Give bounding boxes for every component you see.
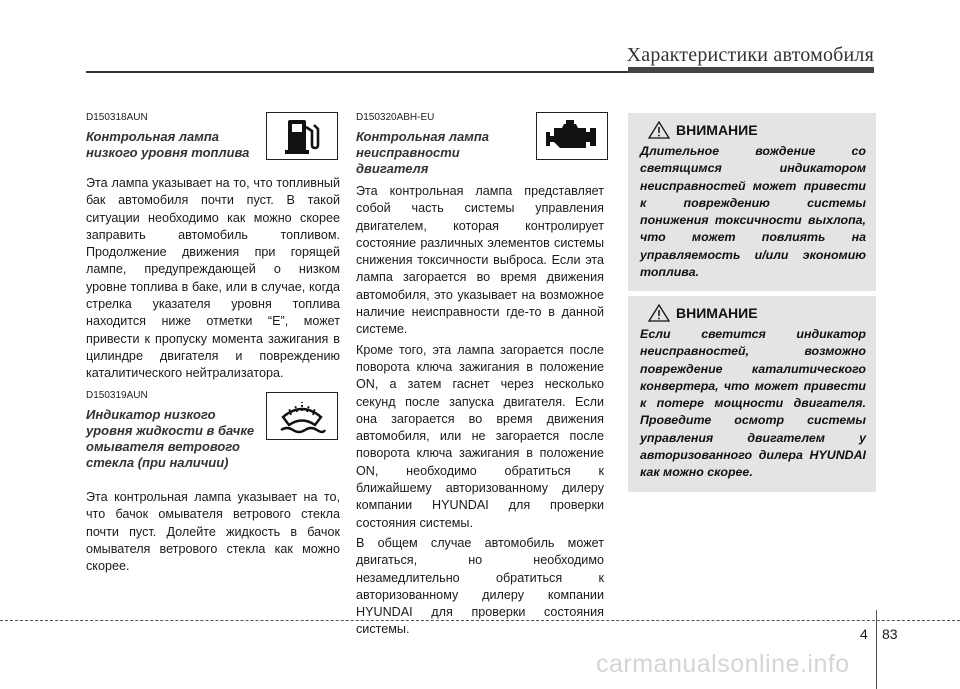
warning-heading-label: ВНИМАНИЕ [676, 122, 758, 138]
section-title-line: омывателя ветрового [86, 439, 240, 454]
section-code: D150319AUN [86, 390, 148, 401]
engine-indicator-box [536, 112, 608, 160]
section-title-line: уровня жидкости в бачке [86, 423, 255, 438]
header-rule-accent [628, 67, 874, 73]
warning-heading [628, 296, 876, 322]
warning-triangle-icon [648, 121, 670, 139]
header-title: Характеристики автомобиля [626, 44, 874, 66]
warning-heading [628, 113, 876, 139]
section-title-line: стекла (при наличии) [86, 455, 229, 470]
section-body: Эта контрольная лампа представляет собой часть системы управления двигателем, которая контролирует состояние различных элементов системы снижения токсичности выброса. Если эта лампа загорается во время движения автомобиля, это указывает на возможное наличие неисправности где-то в данной системе. [356, 184, 604, 337]
section-title-line: двигателя [356, 161, 429, 176]
footer-rule [0, 620, 960, 621]
watermark: carmanualsonline.info [596, 650, 850, 678]
section-title-line: Контрольная лампа [86, 129, 219, 144]
warning-box-1 [628, 113, 876, 291]
section-code: D150320ABH-EU [356, 112, 435, 123]
section-title-line: Контрольная лампа [356, 129, 489, 144]
page-number: 83 [882, 626, 898, 642]
warning-heading-label: ВНИМАНИЕ [676, 305, 758, 321]
warning-triangle-icon [648, 304, 670, 322]
footer-divider [876, 610, 877, 689]
section-body: Кроме того, эта лампа загорается после поворота ключа зажигания в положение ON, а затем гаснет через несколько секунд после запуска двигателя. Если она загорается во время движения автомобиля, или не загорается после поворота ключа зажигания в положение ON, необходимо обратиться к ближайшему авторизованному дилеру компании HYUNDAI для проверки состояния системы. [356, 342, 604, 530]
section-body: Эта контрольная лампа указывает на то, что бачок омывателя ветрового стекла почти пуст. Долейте жидкость в бачок омывателя ветрового стекла как можно скорее. [86, 490, 340, 574]
washer-fluid-icon [277, 397, 327, 435]
section-code: D150318AUN [86, 112, 148, 123]
section-title-line: Индикатор низкого [86, 407, 216, 422]
middle-column [356, 112, 604, 639]
fuel-indicator-box [266, 112, 338, 160]
warning-text: Если светится индикатор неисправностей, возможно повреждение каталитического конвертера, что может привести к потере мощности двигателя. Проведите осмотр системы управления двигателем у авторизованного дилера HYUNDAI как можно скорее. [640, 327, 866, 480]
warning-text: Длительное вождение со светящимся индикатором неисправностей может привести к повреждению системы понижения токсичности выхлопа, что может повлиять на управляемость и/или экономию топлива. [640, 144, 866, 280]
section-title-line: низкого уровня топлива [86, 145, 250, 160]
chapter-number: 4 [860, 626, 868, 642]
section-title-line: неисправности [356, 145, 460, 160]
washer-indicator-box [266, 392, 338, 440]
warning-box-2 [628, 296, 876, 492]
fuel-pump-icon [282, 117, 322, 155]
section-body: Эта лампа указывает на то, что топливный бак автомобиля почти пуст. В такой ситуации необходимо как можно скорее заправить автомобиль топливом. Продолжение движения при горящей лампе, предупреждающей о низком уровне топлива в баке, или в случае, когда стрелка указателя уровня топлива находится ниже отметки “E”, может привести к пропуску момента зажигания в цилиндре двигателя и повреждению каталитического нейтрализатора. [86, 176, 340, 381]
check-engine-icon [544, 118, 600, 154]
section-body: В общем случае автомобиль может двигаться, но необходимо незамедлительно обратиться к авторизованному дилеру компании HYUNDAI для проверки состояния системы. [356, 535, 604, 637]
section-engine [356, 112, 604, 639]
